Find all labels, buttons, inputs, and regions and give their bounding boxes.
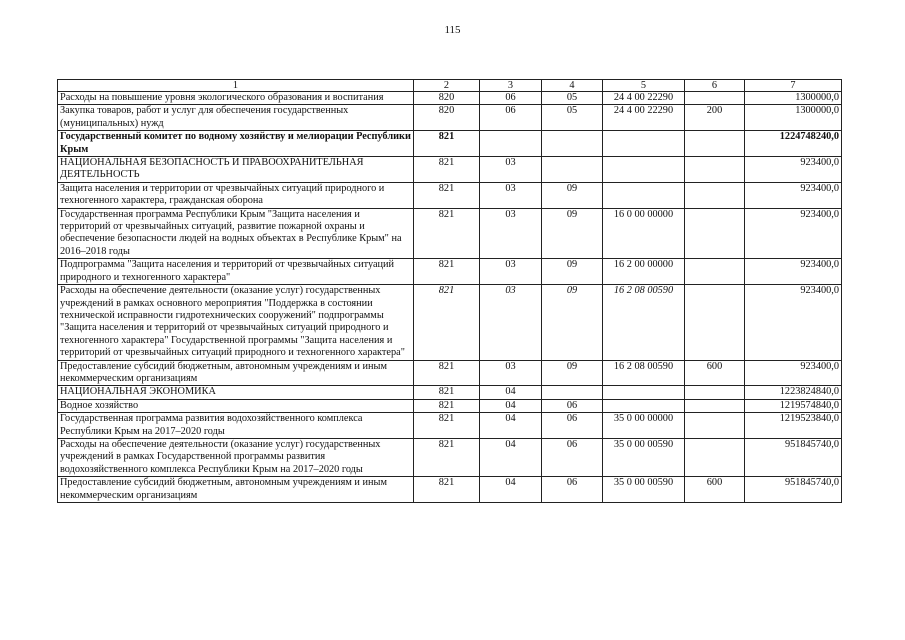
table-row bbox=[58, 386, 842, 399]
expense-type-cell bbox=[685, 413, 745, 439]
section-cell: 04 bbox=[480, 413, 542, 439]
expense-type-cell bbox=[685, 182, 745, 208]
amount-cell: 951845740,0 bbox=[745, 477, 842, 503]
table-row bbox=[58, 438, 842, 476]
code-admin-cell: 820 bbox=[414, 105, 480, 131]
row-name-cell: НАЦИОНАЛЬНАЯ БЕЗОПАСНОСТЬ И ПРАВООХРАНИТЕЛЬНАЯ ДЕЯТЕЛЬНОСТЬ bbox=[58, 157, 414, 183]
target-article-cell: 16 2 00 00000 bbox=[603, 259, 685, 285]
expense-type-cell bbox=[685, 399, 745, 412]
row-name-cell: Подпрограмма "Защита населения и территорий от чрезвычайных ситуаций природного и техногенного характера" bbox=[58, 259, 414, 285]
target-article-cell bbox=[603, 131, 685, 157]
amount-cell: 1223824840,0 bbox=[745, 386, 842, 399]
row-name-cell: Предоставление субсидий бюджетным, автономным учреждениям и иным некоммерческим организациям bbox=[58, 477, 414, 503]
subsection-cell bbox=[542, 157, 603, 183]
row-name-cell: Государственная программа Республики Крым "Защита населения и территорий от чрезвычайных ситуаций, развитие пожарной охраны и обеспечение безопасности людей на водных объектах в Республике Крым" на 2016–2018 годы bbox=[58, 208, 414, 259]
row-name-cell: Расходы на повышение уровня экологического образования и воспитания bbox=[58, 92, 414, 105]
expense-type-cell bbox=[685, 92, 745, 105]
expense-type-cell bbox=[685, 438, 745, 476]
table-row bbox=[58, 208, 842, 259]
row-name-cell: Расходы на обеспечение деятельности (оказание услуг) государственных учреждений в рамках основного мероприятия "Поддержка в состоянии технической исправности гидротехнических сооружений" подпрограммы "Защита населения и территорий от чрезвычайных ситуаций природного и техногенного характера" Государственной программы "Защита населения и территорий от чрезвычайных ситуаций природного и техногенного характера" bbox=[58, 285, 414, 360]
section-cell: 03 bbox=[480, 259, 542, 285]
code-admin-cell: 821 bbox=[414, 182, 480, 208]
section-cell: 03 bbox=[480, 157, 542, 183]
subsection-cell: 05 bbox=[542, 105, 603, 131]
amount-cell: 923400,0 bbox=[745, 182, 842, 208]
table-row bbox=[58, 259, 842, 285]
target-article-cell: 35 0 00 00590 bbox=[603, 438, 685, 476]
code-admin-cell: 821 bbox=[414, 386, 480, 399]
subsection-cell: 05 bbox=[542, 92, 603, 105]
table-row bbox=[58, 360, 842, 386]
target-article-cell: 16 2 08 00590 bbox=[603, 285, 685, 360]
column-header: 5 bbox=[603, 80, 685, 92]
expense-type-cell: 600 bbox=[685, 360, 745, 386]
code-admin-cell: 821 bbox=[414, 208, 480, 259]
table-body bbox=[58, 92, 842, 503]
expense-type-cell bbox=[685, 208, 745, 259]
table-row bbox=[58, 105, 842, 131]
expense-type-cell bbox=[685, 386, 745, 399]
row-name-cell: Защита населения и территории от чрезвычайных ситуаций природного и техногенного характера, гражданская оборона bbox=[58, 182, 414, 208]
column-header: 6 bbox=[685, 80, 745, 92]
expense-type-cell bbox=[685, 131, 745, 157]
column-header: 7 bbox=[745, 80, 842, 92]
target-article-cell: 16 2 08 00590 bbox=[603, 360, 685, 386]
subsection-cell: 09 bbox=[542, 360, 603, 386]
page-number: 115 bbox=[444, 24, 461, 36]
row-name-cell: Государственный комитет по водному хозяйству и мелиорации Республики Крым bbox=[58, 131, 414, 157]
subsection-cell: 06 bbox=[542, 438, 603, 476]
column-header: 4 bbox=[542, 80, 603, 92]
table-row bbox=[58, 131, 842, 157]
column-header: 1 bbox=[58, 80, 414, 92]
code-admin-cell: 821 bbox=[414, 413, 480, 439]
code-admin-cell: 821 bbox=[414, 399, 480, 412]
section-cell: 04 bbox=[480, 386, 542, 399]
subsection-cell: 09 bbox=[542, 208, 603, 259]
subsection-cell: 09 bbox=[542, 285, 603, 360]
table-row bbox=[58, 413, 842, 439]
target-article-cell: 24 4 00 22290 bbox=[603, 92, 685, 105]
section-cell: 03 bbox=[480, 208, 542, 259]
amount-cell: 923400,0 bbox=[745, 157, 842, 183]
target-article-cell: 24 4 00 22290 bbox=[603, 105, 685, 131]
code-admin-cell: 821 bbox=[414, 285, 480, 360]
subsection-cell bbox=[542, 131, 603, 157]
table-row bbox=[58, 92, 842, 105]
expense-type-cell bbox=[685, 157, 745, 183]
section-cell: 03 bbox=[480, 360, 542, 386]
code-admin-cell: 821 bbox=[414, 477, 480, 503]
amount-cell: 923400,0 bbox=[745, 259, 842, 285]
amount-cell: 951845740,0 bbox=[745, 438, 842, 476]
amount-cell: 1300000,0 bbox=[745, 92, 842, 105]
table-row bbox=[58, 157, 842, 183]
section-cell bbox=[480, 131, 542, 157]
table-row bbox=[58, 182, 842, 208]
row-name-cell: Водное хозяйство bbox=[58, 399, 414, 412]
subsection-cell bbox=[542, 386, 603, 399]
target-article-cell: 35 0 00 00000 bbox=[603, 413, 685, 439]
row-name-cell: Предоставление субсидий бюджетным, автономным учреждениям и иным некоммерческим организациям bbox=[58, 360, 414, 386]
amount-cell: 1300000,0 bbox=[745, 105, 842, 131]
section-cell: 06 bbox=[480, 92, 542, 105]
budget-table bbox=[57, 79, 842, 503]
section-cell: 06 bbox=[480, 105, 542, 131]
row-name-cell: НАЦИОНАЛЬНАЯ ЭКОНОМИКА bbox=[58, 386, 414, 399]
target-article-cell bbox=[603, 182, 685, 208]
section-cell: 04 bbox=[480, 438, 542, 476]
table-row bbox=[58, 285, 842, 360]
column-header: 2 bbox=[414, 80, 480, 92]
code-admin-cell: 821 bbox=[414, 360, 480, 386]
section-cell: 03 bbox=[480, 285, 542, 360]
code-admin-cell: 820 bbox=[414, 92, 480, 105]
expense-type-cell: 200 bbox=[685, 105, 745, 131]
subsection-cell: 06 bbox=[542, 399, 603, 412]
subsection-cell: 09 bbox=[542, 259, 603, 285]
code-admin-cell: 821 bbox=[414, 438, 480, 476]
subsection-cell: 09 bbox=[542, 182, 603, 208]
amount-cell: 1219523840,0 bbox=[745, 413, 842, 439]
row-name-cell: Государственная программа развития водохозяйственного комплекса Республики Крым на 2017–2020 годы bbox=[58, 413, 414, 439]
subsection-cell: 06 bbox=[542, 477, 603, 503]
section-cell: 03 bbox=[480, 182, 542, 208]
amount-cell: 1224748240,0 bbox=[745, 131, 842, 157]
expense-type-cell bbox=[685, 259, 745, 285]
row-name-cell: Расходы на обеспечение деятельности (оказание услуг) государственных учреждений в рамках Государственной программы развития водохозяйственного комплекса Республики Крым на 2017–2020 годы bbox=[58, 438, 414, 476]
table-row bbox=[58, 399, 842, 412]
target-article-cell bbox=[603, 399, 685, 412]
target-article-cell: 16 0 00 00000 bbox=[603, 208, 685, 259]
expense-type-cell: 600 bbox=[685, 477, 745, 503]
expense-type-cell bbox=[685, 285, 745, 360]
amount-cell: 1219574840,0 bbox=[745, 399, 842, 412]
subsection-cell: 06 bbox=[542, 413, 603, 439]
table-row bbox=[58, 477, 842, 503]
amount-cell: 923400,0 bbox=[745, 208, 842, 259]
amount-cell: 923400,0 bbox=[745, 360, 842, 386]
target-article-cell bbox=[603, 386, 685, 399]
column-header: 3 bbox=[480, 80, 542, 92]
row-name-cell: Закупка товаров, работ и услуг для обеспечения государственных (муниципальных) нужд bbox=[58, 105, 414, 131]
amount-cell: 923400,0 bbox=[745, 285, 842, 360]
section-cell: 04 bbox=[480, 399, 542, 412]
code-admin-cell: 821 bbox=[414, 157, 480, 183]
code-admin-cell: 821 bbox=[414, 259, 480, 285]
target-article-cell bbox=[603, 157, 685, 183]
target-article-cell: 35 0 00 00590 bbox=[603, 477, 685, 503]
code-admin-cell: 821 bbox=[414, 131, 480, 157]
header-row bbox=[58, 80, 842, 92]
section-cell: 04 bbox=[480, 477, 542, 503]
